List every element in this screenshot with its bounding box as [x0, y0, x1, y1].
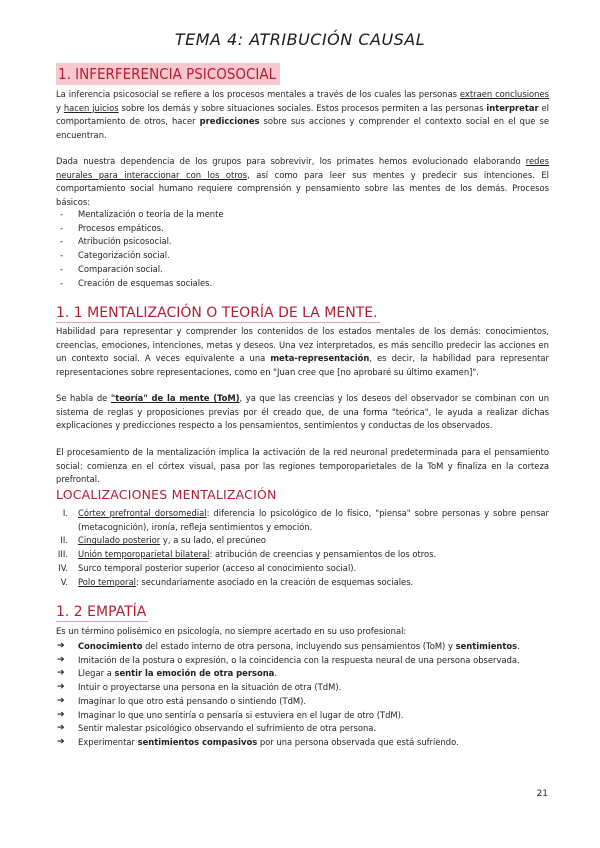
text-run: Polo temporal — [78, 576, 136, 587]
text-run: , es decir, la habilidad para representar representaciones sobre representaciones, como en "Juan cree que [no aprobaré su último examen]". — [56, 353, 549, 377]
localizaciones-list — [56, 507, 549, 589]
list-item — [56, 562, 549, 576]
list-item: - Procesos empáticos. — [56, 222, 224, 236]
bullet-dash: - — [60, 277, 64, 288]
section-heading-empatia: 1. 2 EMPATÍA — [56, 604, 147, 620]
text-run: interpretar — [486, 102, 539, 113]
text-run: sentimientos compasivos — [137, 736, 258, 747]
roman-numeral: V. — [60, 576, 68, 587]
text-run: Se habla de — [56, 393, 111, 403]
paragraph-mentalizacion-1 — [56, 325, 549, 379]
list-item: - Comparación social. — [56, 263, 224, 277]
text-run: : atribución de creencias y pensamientos de los otros. — [209, 549, 437, 560]
list-item — [56, 681, 549, 695]
arrow-icon: ➔ — [57, 654, 65, 665]
text-run: del estado interno de otra persona, incluyendo sus pensamientos (ToM) y — [142, 641, 456, 651]
text-run: Sentir malestar psicológico observando el sufrimiento de otra persona. — [78, 723, 377, 734]
text-run: . — [517, 641, 520, 651]
page-title: TEMA 4: ATRIBUCIÓN CAUSAL — [174, 30, 426, 49]
list-item — [56, 695, 549, 709]
list-item: - Creación de esquemas sociales. — [56, 277, 224, 291]
text-run: La inferencia psicosocial se refiere a los procesos mentales a través de los cuales las personas — [56, 89, 460, 99]
list-item: - Categorización social. — [56, 249, 224, 263]
text-run: sobre sus acciones y comprender el contexto social en el que se encuentran. — [56, 116, 549, 140]
text-run: por una persona observada que está sufriendo. — [257, 736, 459, 747]
arrow-icon: ➔ — [57, 641, 65, 651]
list-item — [56, 722, 549, 736]
list-item — [56, 654, 549, 668]
text-run: meta-representación — [270, 353, 370, 364]
list-item — [56, 576, 549, 590]
arrow-icon: ➔ — [57, 668, 65, 679]
text-run: Surco temporal posterior superior (acceso al conocimiento social). — [78, 562, 357, 573]
roman-numeral: I. — [62, 508, 68, 518]
text-run: sentir la emoción de otra persona — [114, 668, 275, 679]
roman-numeral: II. — [60, 535, 68, 546]
roman-numeral: III. — [57, 549, 68, 560]
list-item — [56, 667, 549, 681]
page-number: 21 — [536, 789, 548, 799]
list-item — [56, 548, 549, 562]
text-run: Dada nuestra dependencia de los grupos para sobrevivir, los primates hemos evolucionado elaborando — [56, 156, 526, 166]
text-run: : secundariamente asociado en la creación de esquemas sociales. — [135, 576, 414, 587]
section-heading-mentalizacion: 1. 1 MENTALIZACIÓN O TEORÍA DE LA MENTE. — [56, 305, 378, 321]
text-run: , así como para leer sus mentes y predecir sus intenciones. El comportamiento social humano requiere comprensión y pensamiento sobre las mentes de los demás. Procesos básicos: — [56, 169, 549, 207]
paragraph-mentalizacion-2 — [56, 392, 549, 433]
text-run: hacen juicios — [63, 102, 119, 113]
text-run: predicciones — [199, 116, 260, 127]
text-run: extraen conclusiones — [459, 89, 549, 99]
text-run: , ya que las creencias y los deseos del observador se combinan con un sistema de reglas y proposiciones previas por él creado que, de una forma "teórica", le ayuda a realizar dichas explicaciones y predicciones respecto a los pensamientos, sentimientos y conductas de los observados. — [56, 393, 550, 431]
text-run: el comportamiento de otros, hacer — [56, 102, 549, 127]
text-run: Habilidad para representar y comprender los contenidos de los estados mentales de los demás: conocimientos, creencias, emociones, intenciones, metas y deseos. Una vez interpretados, es más sencillo predecir las acciones en un contexto social. A veces equivalente a una — [56, 326, 549, 364]
text-run: Unión temporoparietal bilateral — [78, 549, 210, 560]
text-run: sobre los demás y sobre situaciones sociales. Estos procesos permiten a las personas — [118, 102, 487, 113]
paragraph-empatia-intro: Es un término polisémico en psicología, no siempre acertado en su uso profesional: — [56, 626, 407, 636]
roman-numeral: IV. — [58, 562, 68, 573]
text-run: y, a su lado, el precúneo — [160, 535, 266, 546]
text-run: Cingulado posterior — [78, 535, 161, 546]
text-run: . — [274, 668, 277, 679]
list-item — [56, 640, 549, 654]
list-item — [56, 736, 549, 750]
text-run: El procesamiento de la mentalización implica la activación de la red neuronal predeterminada para el pensamiento social: comienza en el córtex visual, pasa por las regiones temporoparietales de la ToM y finaliza en la corteza prefrontal. — [56, 447, 549, 485]
list-item — [56, 507, 549, 534]
text-run: sentimientos — [455, 641, 518, 651]
paragraph-mentalizacion-3 — [56, 446, 549, 487]
text-run: "teoría" de la mente (ToM) — [110, 393, 240, 403]
text-run: y — [56, 102, 64, 113]
arrow-icon: ➔ — [57, 709, 65, 720]
empatia-list — [56, 640, 549, 750]
text-run: Conocimiento — [78, 641, 143, 651]
arrow-icon: ➔ — [57, 736, 65, 747]
bullet-dash: - — [60, 250, 64, 261]
bullet-dash: - — [60, 263, 64, 274]
text-run: Imaginar lo que otro está pensando o sintiendo (TdM). — [78, 695, 307, 706]
list-item — [56, 534, 549, 548]
list-item: - Atribución psicosocial. — [56, 235, 224, 249]
text-run: Experimentar — [78, 736, 138, 747]
text-run: Intuir o proyectarse una persona en la situación de otra (TdM). — [78, 682, 342, 693]
text-run: redes neurales para interaccionar con los otros — [56, 156, 549, 180]
list-item: - Mentalización o teoría de la mente — [56, 208, 224, 222]
section-heading-inferencia: 1. INFERFERENCIA PSICOSOCIAL — [56, 63, 280, 85]
bullet-dash: - — [60, 236, 64, 247]
bullet-dash: - — [60, 222, 64, 233]
list-item — [56, 709, 549, 723]
text-run: Imaginar lo que uno sentiría o pensaría si estuviera en el lugar de otro (TdM). — [78, 709, 404, 720]
arrow-icon: ➔ — [57, 682, 65, 693]
subheading-localizaciones: LOCALIZACIONES MENTALIZACIÓN — [56, 487, 277, 502]
processes-list — [56, 208, 224, 290]
arrow-icon: ➔ — [57, 723, 65, 734]
bullet-dash: - — [60, 209, 64, 219]
text-run: : diferencia lo psicológico de lo físico, "piensa" sobre personas y sobre pensar (metacognición), ironía, refleja sentimientos y emoción. — [78, 508, 549, 532]
text-run: Imitación de la postura o expresión, o la coincidencia con la respuesta neural de una persona observada. — [78, 654, 520, 665]
text-run: Córtex prefrontal dorsomedial — [78, 508, 207, 518]
paragraph-inferencia-2 — [56, 155, 549, 209]
paragraph-inferencia-1 — [56, 88, 549, 142]
text-run: Llegar a — [78, 668, 115, 679]
arrow-icon: ➔ — [57, 695, 65, 706]
